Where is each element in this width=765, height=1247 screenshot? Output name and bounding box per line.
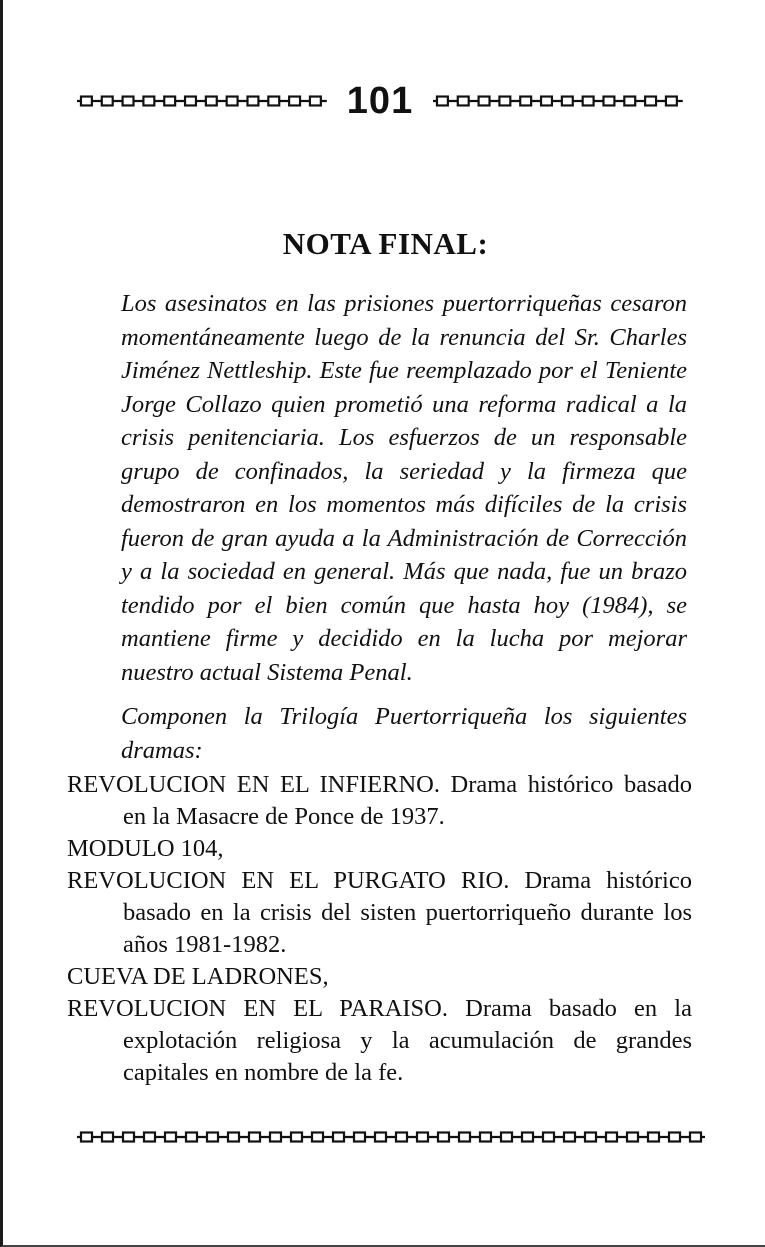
work-title: MODULO 104,	[67, 835, 224, 862]
section-heading: NOTA FINAL:	[282, 226, 489, 261]
chain-ornament-right	[433, 94, 683, 108]
works-list	[67, 769, 692, 1089]
paragraph-trilogia-intro: Componen la Trilogía Puertorriqueña los siguientes dramas:	[121, 703, 687, 764]
list-item	[67, 865, 692, 961]
page-number: 101	[346, 80, 414, 122]
list-item	[67, 769, 692, 833]
chain-ornament-footer	[77, 1130, 705, 1144]
list-item	[67, 833, 692, 865]
work-description: . Drama histórico basado en la crisis del sisten puertorriqueño durante los años 1981-1982.	[123, 867, 692, 958]
work-title: CUEVA DE LADRONES,	[67, 963, 329, 990]
page-header	[77, 82, 683, 120]
list-item	[67, 961, 692, 993]
work-title: REVOLUCION EN EL PURGATO RIO	[67, 867, 504, 894]
work-description: Drama basado en la explotación religiosa y la acumulación de grandes capitales en nombre de la fe.	[123, 995, 692, 1086]
work-description: Drama histórico basado en la Masacre de Ponce de 1937.	[123, 771, 692, 830]
list-item	[67, 993, 692, 1089]
chain-ornament-left	[77, 94, 327, 108]
work-title: REVOLUCION EN EL INFIERNO.	[67, 771, 440, 798]
work-title: REVOLUCION EN EL PARAISO.	[67, 995, 448, 1022]
paragraph-nota-final: Los asesinatos en las prisiones puertorriqueñas cesaron momentáneamente luego de la renuncia del Sr. Charles Jiménez Nettleship. Este fue reemplazado por el Teniente Jorge Collazo quien prometió una reforma radical a la crisis penitenciaria. Los esfuerzos de un responsable grupo de confinados, la seriedad y la firmeza que demostraron en los momentos más difíciles de la crisis fueron de gran ayuda a la Administración de Corrección y a la sociedad en general. Más que nada, fue un brazo tendido por el bien común que hasta hoy (1984), se mantiene firme y decidido en la lucha por mejorar nuestro actual Sistema Penal.	[121, 290, 687, 686]
